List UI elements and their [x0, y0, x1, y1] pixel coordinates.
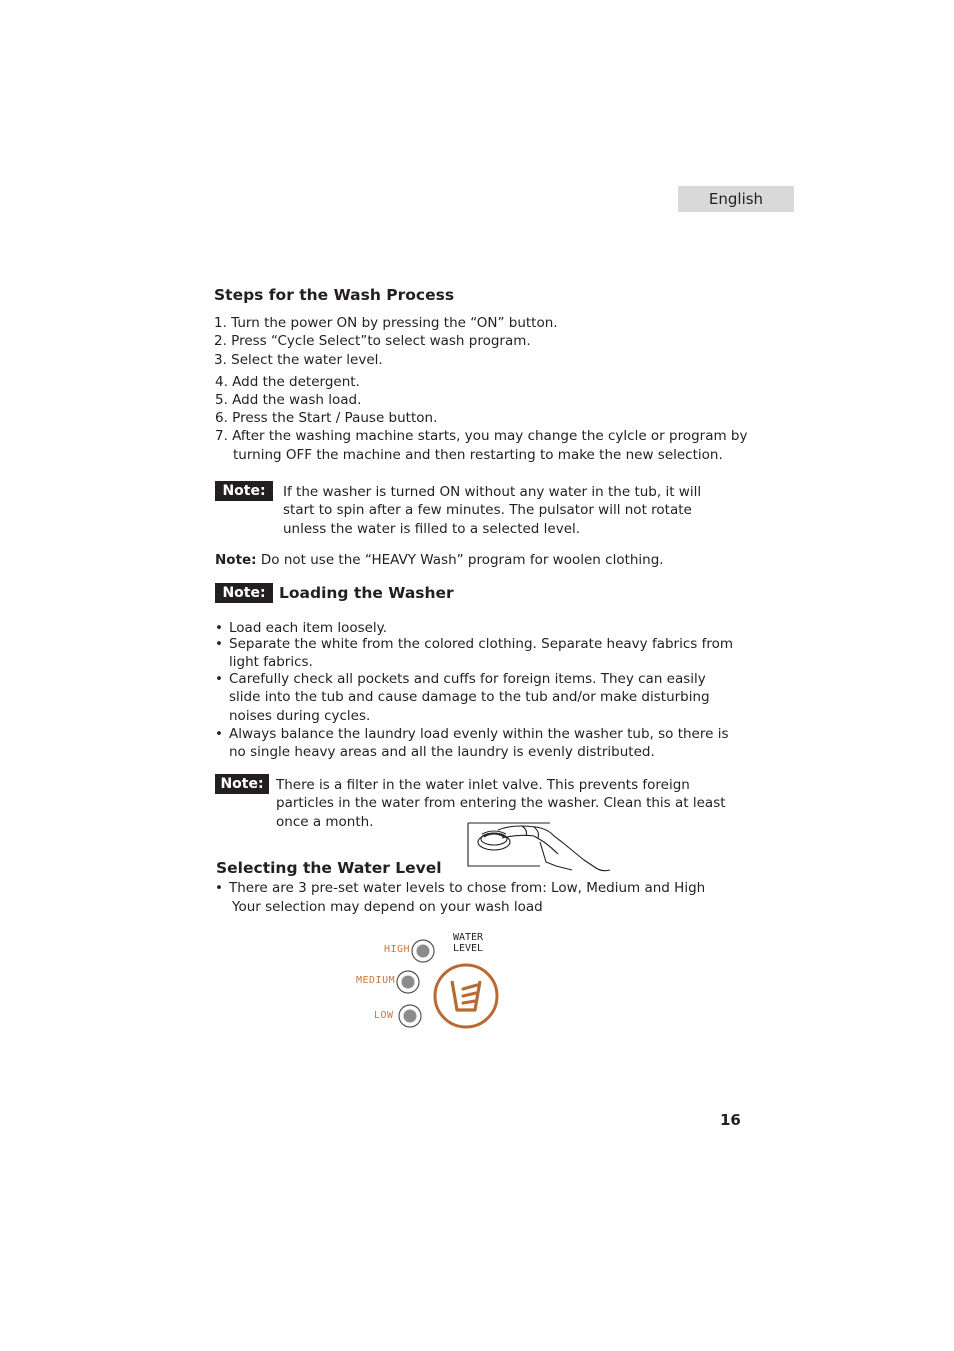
filter-cleaning-illustration	[462, 820, 614, 876]
note-text: There is a filter in the water inlet valve. This prevents foreign particles in the water from entering the washer. Clean this at least once a month.	[276, 777, 726, 830]
step-item-7: 7. After the washing machine starts, you may change the cylcle or program by	[215, 428, 748, 444]
note-badge: Note:	[215, 481, 273, 501]
note-badge: Note:	[215, 774, 269, 794]
language-tab: English	[678, 186, 794, 212]
list-item: • There are 3 pre-set water levels to chose from: Low, Medium and High	[215, 880, 706, 896]
water-level-cup-icon	[435, 965, 497, 1027]
step-item-2: 2. Press “Cycle Select”to select wash program.	[214, 333, 531, 349]
list-item: • Load each item loosely.	[215, 620, 388, 636]
level-label-high: HIGH	[384, 944, 411, 955]
water-level-button[interactable]	[432, 958, 502, 1034]
step-item-1: 1. Turn the power ON by pressing the “ON” button.	[214, 315, 558, 331]
note-text: If the washer is turned ON without any water in the tub, it will start to spin after a few minutes. The pulsator will not rotate unless the water is filled to a selected level.	[283, 484, 702, 537]
list-item: • Separate the white from the colored clothing. Separate heavy fabrics from light fabrics.	[215, 636, 734, 671]
step-item-7-continued: turning OFF the machine and then restarting to make the new selection.	[233, 447, 723, 463]
heavy-wash-note	[215, 551, 664, 569]
step-item-6: 6. Press the Start / Pause button.	[215, 410, 438, 426]
level-indicator-medium	[395, 969, 421, 995]
section-title-water-level: Selecting the Water Level	[216, 859, 442, 877]
page-number: 16	[720, 1111, 741, 1129]
note-text: Do not use the “HEAVY Wash” program for woolen clothing.	[260, 552, 664, 568]
section-title-wash-process: Steps for the Wash Process	[214, 286, 455, 304]
level-label-low: LOW	[374, 1010, 394, 1021]
step-item-4: 4. Add the detergent.	[215, 374, 360, 390]
level-label-medium: MEDIUM	[356, 975, 396, 986]
list-item: • Always balance the laundry load evenly within the washer tub, so there is no single heavy areas and all the laundry is evenly distributed.	[215, 726, 729, 761]
step-item-3: 3. Select the water level.	[214, 352, 383, 368]
note-badge: Note:	[215, 583, 273, 603]
water-level-button-label: WATER LEVEL	[452, 932, 484, 954]
list-item-continued: Your selection may depend on your wash load	[232, 899, 543, 915]
note-label: Note:	[215, 552, 257, 568]
step-item-5: 5. Add the wash load.	[215, 392, 362, 408]
level-indicator-low	[397, 1003, 423, 1029]
list-item: • Carefully check all pockets and cuffs for foreign items. They can easily slide into the tub and cause damage to the tub and/or make disturbing noises during cycles.	[215, 671, 710, 724]
section-title-loading: Loading the Washer	[279, 584, 454, 602]
